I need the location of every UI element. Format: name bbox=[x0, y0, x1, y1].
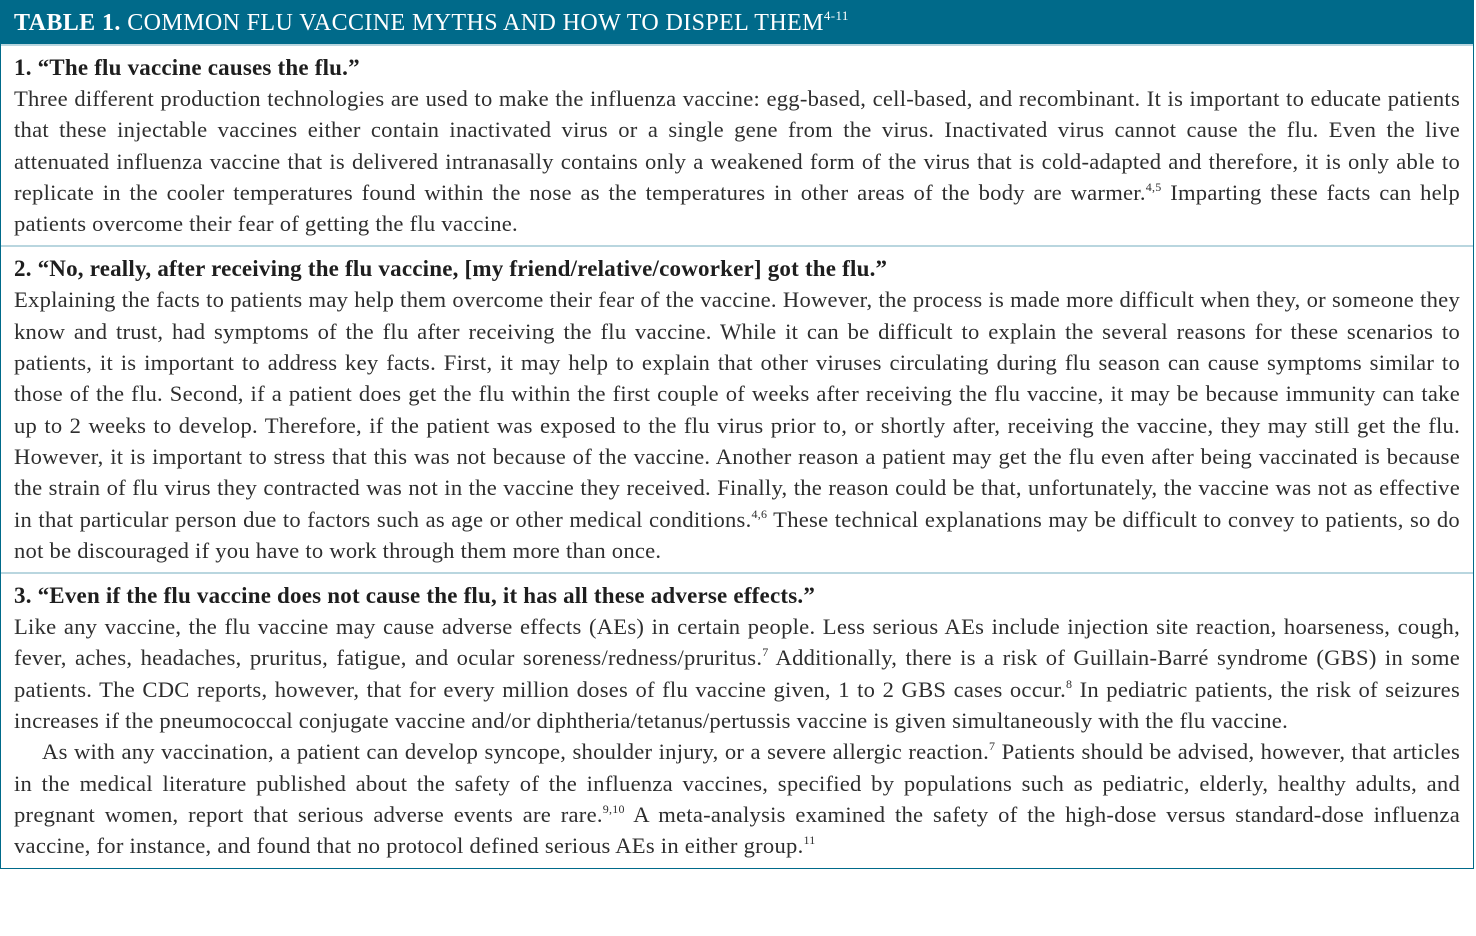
table-header bbox=[1, 0, 1473, 44]
myth-body-2 bbox=[14, 736, 1460, 861]
myth-title: 2. “No, really, after receiving the flu vaccine, [my friend/relative/coworker] got the flu.” bbox=[14, 256, 888, 282]
text: Imparting these facts can help patients overcome their fear of getting the flu vaccine. bbox=[14, 179, 1460, 237]
text: Explaining the facts to patients may help them overcome their fear of the vaccine. However, the process is made more difficult when they, or someone they know and trust, had symptoms of the flu after receiving the flu vaccine. While it can be difficult to explain the several reasons for these scenarios to patients, it is important to address key facts. First, it may help to explain that other viruses circulating during flu season can cause symptoms similar to those of the flu. Second, if a patient does get the flu within the first couple of weeks after receiving the flu vaccine, it may be because immunity can take up to 2 weeks to develop. Therefore, if the patient was exposed to the flu virus prior to, or shortly after, receiving the vaccine, they may still get the flu. However, it is important to stress that this was not because of the vaccine. Another reason a patient may get the flu even after being vaccinated is because the strain of flu virus they contracted was not in the vaccine they received. Finally, the reason could be that, unfortunately, the vaccine was not as effective in that particular person due to factors such as age or other medical conditions. bbox=[14, 287, 1460, 532]
myth-body bbox=[14, 611, 1460, 736]
citation: 4,6 bbox=[751, 506, 768, 521]
table-title-ref: 4-11 bbox=[823, 8, 849, 23]
table-label: TABLE 1. bbox=[14, 10, 121, 36]
myth-title: 1. “The flu vaccine causes the flu.” bbox=[14, 55, 360, 80]
citation: 9,10 bbox=[602, 801, 625, 816]
text: In pediatric patients, the risk of seizures increases if the pneumococcal conjugate vaccine and/or diphtheria/tetanus/pertussis vaccine is given simultaneously with the flu vaccine. bbox=[14, 676, 1460, 734]
myth-title: 3. “Even if the flu vaccine does not cause the flu, it has all these adverse effects.” bbox=[14, 583, 816, 609]
table-title: COMMON FLU VACCINE MYTHS AND HOW TO DISPEL THEM bbox=[127, 10, 824, 36]
citation: 8 bbox=[1065, 676, 1073, 691]
text: A meta-analysis examined the safety of the high-dose versus standard-dose influenza vaccine, for instance, and found that no protocol defined serious AEs in either group. bbox=[14, 801, 1460, 859]
citation: 7 bbox=[988, 739, 996, 754]
text: Three different production technologies are used to make the influenza vaccine: egg-based, cell-based, and recombinant. It is important to educate patients that these injectable vaccines either contain inactivated virus or a single gene from the virus. Inactivated virus cannot cause the flu. Even the live attenuated influenza vaccine that is delivered intranasally contains only a weakened form of the virus that is cold-adapted and therefore, it is only able to replicate in the cooler temperatures found within the nose as the temperatures in other areas of the body are warmer. bbox=[14, 86, 1460, 205]
citation: 11 bbox=[803, 833, 816, 848]
text: As with any vaccination, a patient can develop syncope, shoulder injury, or a severe allergic reaction. bbox=[42, 739, 989, 765]
myth-row-1 bbox=[1, 44, 1473, 245]
text: Additionally, there is a risk of Guillain-Barré syndrome (GBS) in some patients. The CDC reports, however, that for every million doses of flu vaccine given, 1 to 2 GBS cases occur. bbox=[14, 645, 1460, 702]
citation: 4,5 bbox=[1145, 179, 1162, 194]
text: Like any vaccine, the flu vaccine may cause adverse effects (AEs) in certain people. Less serious AEs include injection site reaction, hoarseness, cough, fever, aches, headaches, pruritus, fatigue, and ocular soreness/redness/pruritus. bbox=[14, 614, 1460, 671]
myth-row-2 bbox=[1, 245, 1473, 572]
myth-body bbox=[14, 284, 1460, 566]
myth-row-3 bbox=[1, 572, 1473, 867]
text: Patients should be advised, however, that articles in the medical literature published about the safety of the influenza vaccines, specified by populations such as pediatric, elderly, healthy adults, and pregnant women, report that serious adverse events are rare. bbox=[14, 739, 1460, 827]
citation: 7 bbox=[762, 645, 769, 660]
myth-body bbox=[14, 83, 1460, 239]
text: These technical explanations may be difficult to convey to patients, so do not be discouraged if you have to work through them more than once. bbox=[14, 506, 1460, 563]
